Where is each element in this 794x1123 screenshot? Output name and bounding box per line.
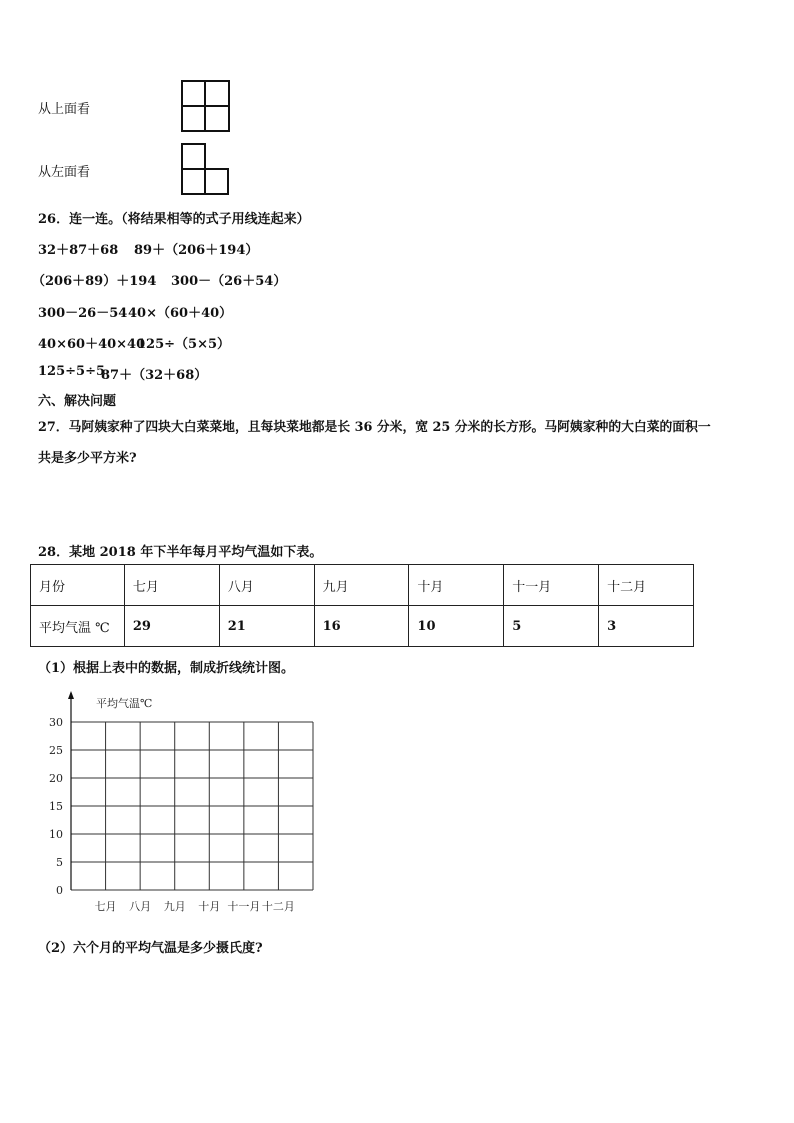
table-row: [31, 565, 694, 606]
view-left-label: 从左面看: [38, 165, 91, 180]
table-cell: 5: [504, 606, 599, 647]
q28-sub2: （2）六个月的平均气温是多少摄氏度?: [38, 941, 263, 956]
q28-title: 28．某地 2018 年下半年每月平均气温如下表。: [38, 545, 323, 560]
y-tick-label: 0: [56, 884, 63, 897]
table-cell: 16: [314, 606, 409, 647]
table-cell: 10: [409, 606, 504, 647]
y-tick-label: 15: [49, 800, 63, 813]
x-tick-label: 九月: [163, 900, 186, 913]
table-cell: 十二月: [599, 565, 694, 606]
table-cell: 平均气温 ℃: [31, 606, 125, 647]
temperature-table: [30, 564, 694, 647]
q28-sub1: （1）根据上表中的数据，制成折线统计图。: [38, 661, 295, 676]
x-tick-label: 十二月: [261, 900, 295, 913]
q26-left-expr-3: 300－26－54: [38, 306, 128, 321]
x-tick-label: 十月: [198, 900, 221, 913]
table-cell: 九月: [314, 565, 409, 606]
q26-right-expr-1: 89＋（206＋194）: [134, 243, 259, 258]
q27-text-line1: 27．马阿姨家种了四块大白菜菜地，且每块菜地都是长 36 分米，宽 25 分米的长方形。马阿姨家种的大白菜的面积一: [38, 420, 711, 435]
q26-right-expr-4: 125÷（5×5）: [137, 337, 231, 352]
table-cell: 21: [219, 606, 314, 647]
table-cell: 月份: [31, 565, 125, 606]
view-top-label: 从上面看: [38, 102, 91, 117]
x-tick-label: 七月: [94, 900, 117, 913]
y-tick-label: 25: [49, 744, 63, 757]
q26-title: 26．连一连。（将结果相等的式子用线连起来）: [38, 212, 310, 227]
table-cell: 八月: [219, 565, 314, 606]
y-axis-label: 平均气温℃: [96, 697, 153, 710]
table-cell: 29: [124, 606, 219, 647]
line-chart-grid: [30, 685, 330, 920]
q26-right-expr-3: 40×（60＋40）: [128, 306, 233, 321]
y-axis-arrow-icon: [68, 691, 74, 699]
q26-left-expr-1: 32＋87＋68: [38, 243, 119, 258]
q26-right-expr-2: 300－（26＋54）: [171, 274, 287, 289]
y-tick-label: 10: [49, 828, 63, 841]
q26-left-expr-4: 40×60＋40×40: [38, 337, 146, 352]
table-cell: 3: [599, 606, 694, 647]
q26-right-expr-5: 87＋（32＋68）: [101, 368, 208, 383]
x-tick-label: 八月: [129, 900, 152, 913]
section-heading: 六、解决问题: [38, 394, 117, 409]
q27-text-line2: 共是多少平方米?: [38, 451, 137, 466]
q26-left-expr-2: （206＋89）＋194: [32, 274, 157, 289]
table-cell: 七月: [124, 565, 219, 606]
table-cell: 十月: [409, 565, 504, 606]
q26-left-expr-5: 125÷5÷5: [38, 364, 106, 379]
chart-svg: [30, 685, 330, 920]
y-tick-label: 20: [49, 772, 63, 785]
table-cell: 十一月: [504, 565, 599, 606]
y-tick-label: 5: [56, 856, 63, 869]
x-tick-label: 十一月: [227, 900, 261, 913]
table-row: [31, 606, 694, 647]
y-tick-label: 30: [49, 716, 63, 729]
